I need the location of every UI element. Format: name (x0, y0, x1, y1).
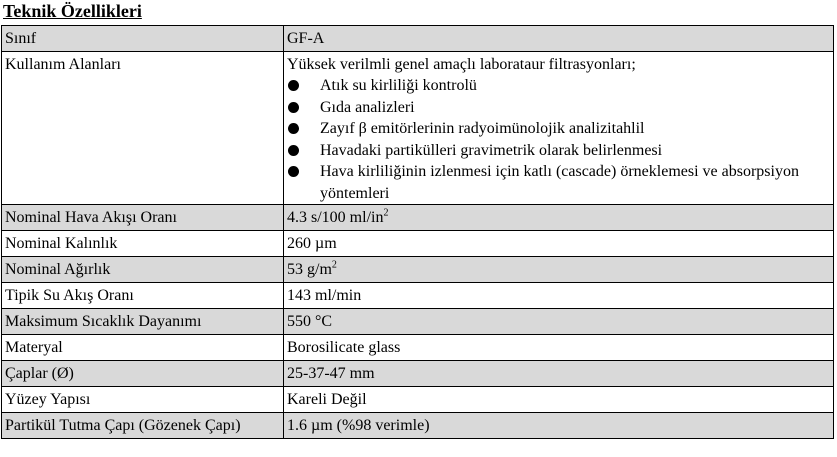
spec-value-cell (284, 335, 834, 361)
spec-value-cell (284, 309, 834, 335)
spec-value-cell (284, 387, 834, 413)
spec-label: Tipik Su Akış Oranı (5, 287, 134, 304)
spec-label: Çaplar (Ø) (5, 365, 74, 382)
list-item-text: Gıda analizleri (320, 98, 415, 116)
spec-value (287, 205, 830, 228)
list-item (287, 140, 830, 162)
spec-label-cell (2, 205, 284, 231)
table-row (2, 231, 834, 257)
bullet-icon (288, 102, 299, 113)
spec-label-cell (2, 26, 284, 52)
spec-value (287, 309, 830, 332)
spec-label-cell (2, 257, 284, 283)
spec-label: Partikül Tutma Çapı (Gözenek Çapı) (5, 417, 241, 434)
spec-value-cell (284, 283, 834, 309)
table-row (2, 361, 834, 387)
bullet-icon (288, 145, 299, 156)
bullet-icon (288, 123, 299, 134)
spec-value-cell (284, 231, 834, 257)
spec-label: Nominal Hava Akışı Oranı (5, 209, 177, 226)
spec-value-cell (284, 26, 834, 52)
spec-label-cell (2, 361, 284, 387)
spec-label: Nominal Kalınlık (5, 235, 118, 252)
specs-table-body (2, 26, 834, 439)
spec-value (287, 335, 830, 358)
table-row (2, 52, 834, 205)
spec-value-text: GF-A (287, 30, 325, 47)
list-item-text: Havadaki partikülleri gravimetrik olarak belirlenmesi (320, 141, 663, 159)
list-item (287, 97, 830, 119)
spec-label: Maksimum Sıcaklık Dayanımı (5, 313, 202, 330)
spec-value-text: 550 °C (287, 313, 333, 330)
usage-list (287, 75, 830, 204)
spec-value-text: Borosilicate glass (287, 339, 401, 356)
spec-value (287, 387, 830, 410)
spec-label-cell (2, 309, 284, 335)
unit-exponent: 2 (383, 207, 389, 219)
table-row (2, 387, 834, 413)
spec-label: Kullanım Alanları (5, 56, 121, 73)
table-row (2, 26, 834, 52)
section-title: Teknik Özellikleri (3, 1, 142, 21)
spec-value-cell (284, 413, 834, 439)
bullet-icon (288, 80, 299, 91)
bullet-icon (288, 166, 299, 177)
spec-value-cell (284, 257, 834, 283)
spec-label: Yüzey Yapısı (5, 391, 91, 408)
list-item-text: Zayıf β emitörlerinin radyoimünolojik analizitahlil (320, 120, 645, 137)
spec-value-text: 4.3 s/100 ml/in (287, 209, 384, 226)
spec-label-cell (2, 387, 284, 413)
table-row (2, 205, 834, 231)
spec-value (287, 413, 830, 436)
spec-label: Sınıf (5, 30, 37, 47)
list-item (287, 118, 830, 140)
spec-label-cell (2, 413, 284, 439)
spec-value-text: 143 ml/min (287, 287, 362, 304)
spec-label-cell (2, 231, 284, 257)
unit-exponent: 2 (331, 259, 337, 271)
usage-intro: Yüksek verilmli genel amaçlı laborataur filtrasyonları; (287, 56, 636, 73)
spec-value (287, 231, 830, 254)
specs-table (1, 25, 834, 439)
table-row (2, 335, 834, 361)
spec-label-cell (2, 335, 284, 361)
table-row (2, 257, 834, 283)
list-item (287, 161, 830, 204)
spec-value (287, 283, 830, 306)
spec-value-text: 53 g/m (287, 261, 332, 278)
spec-value-text: Kareli Değil (287, 391, 367, 408)
table-row (2, 413, 834, 439)
spec-value (287, 26, 830, 49)
list-item-text: Atık su kirliliği kontrolü (320, 77, 477, 94)
spec-label-cell (2, 283, 284, 309)
spec-value-cell (284, 205, 834, 231)
spec-value (287, 257, 830, 280)
spec-value-text: 260 µm (287, 235, 337, 252)
spec-value-cell (284, 52, 834, 205)
spec-value-text: 1.6 µm (%98 verimle) (287, 417, 430, 434)
spec-label: Nominal Ağırlık (5, 261, 111, 278)
list-item-text: Hava kirliliğinin izlenmesi için katlı (cascade) örneklemesi ve absorpsiyon yöntemleri (320, 163, 799, 202)
spec-value-text: 25-37-47 mm (287, 365, 375, 382)
spec-label-cell (2, 52, 284, 205)
spec-label: Materyal (5, 339, 63, 356)
table-row (2, 283, 834, 309)
spec-value (287, 361, 830, 384)
table-row (2, 309, 834, 335)
spec-value-cell (284, 361, 834, 387)
list-item (287, 75, 830, 97)
